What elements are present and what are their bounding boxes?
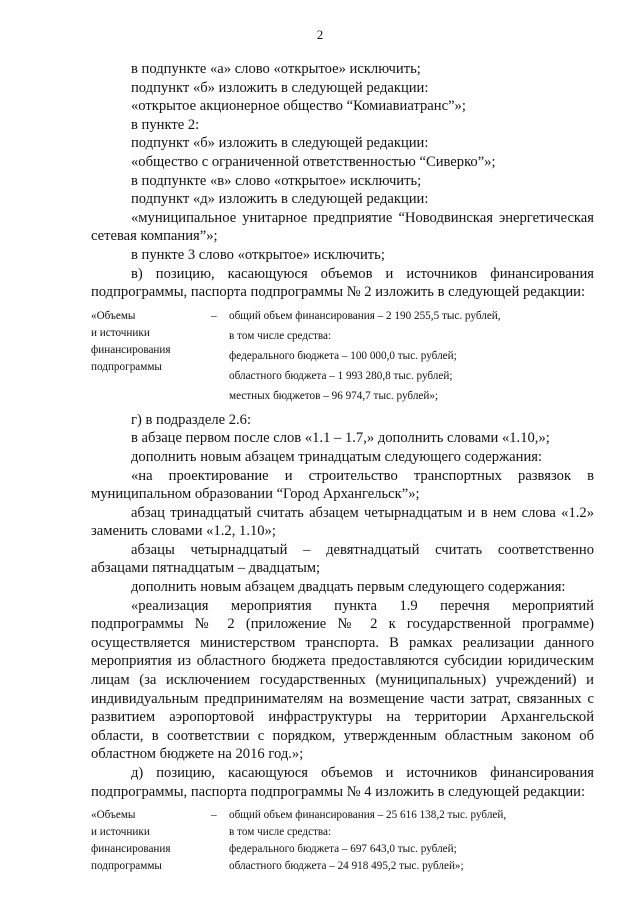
paragraph: подпункт «д» изложить в следующей редакции: — [131, 191, 429, 208]
table-right-line: федерального бюджета – 100 000,0 тыс. рублей; — [229, 349, 457, 362]
paragraph: в подпункте «а» слово «открытое» исключить; — [131, 61, 421, 77]
table-right-line: областного бюджета – 1 993 280,8 тыс. рублей; — [229, 369, 453, 382]
table-right-line: общий объем финансирования – 2 190 255,5 тыс. рублей, — [229, 309, 501, 322]
paragraph: д) позицию, касающуюся объемов и источников финансирования подпрограммы, паспорта подпрограммы № 4 изложить в следующей редакции: — [91, 765, 594, 800]
paragraph: в пункте 2: — [131, 116, 200, 133]
paragraph: дополнить новым абзацем двадцать первым следующего содержания: — [131, 579, 566, 596]
table-left-line: «Объемы — [91, 309, 136, 322]
paragraph: подпункт «б» изложить в следующей редакции: — [131, 79, 429, 96]
paragraph: в) позицию, касающуюся объемов и источников финансирования подпрограммы, паспорта подпрограммы № 2 изложить в следующей редакции: — [91, 265, 594, 301]
table-right-line: общий объем финансирования – 25 616 138,2 тыс. рублей, — [229, 809, 507, 822]
table-right-line: федерального бюджета – 697 643,0 тыс. рублей; — [229, 843, 457, 856]
page-number: 2 — [316, 27, 324, 42]
table-right-line: местных бюджетов – 96 974,7 тыс. рублей»; — [229, 389, 439, 402]
paragraph: «муниципальное унитарное предприятие “Новодвинская энергетическая сетевая компания”»; — [91, 209, 594, 245]
table-left-line: и источники — [91, 326, 150, 339]
table-left-line: подпрограммы — [91, 860, 162, 873]
table-left-line: финансирования — [91, 843, 171, 856]
paragraph: абзацы четырнадцатый – девятнадцатый считать соответственно абзацами пятнадцатым – двадцатым; — [91, 541, 594, 577]
table-left-line: и источники — [91, 826, 150, 839]
table-left-line: подпрограммы — [91, 360, 162, 373]
paragraph: в абзаце первом после слов «1.1 – 1.7,» дополнить словами «1.10,»; — [131, 430, 550, 447]
paragraph: «общество с ограниченной ответственностью “Сиверко”»; — [131, 153, 496, 170]
document-body — [91, 60, 594, 881]
paragraph: подпункт «б» изложить в следующей редакции: — [131, 135, 429, 152]
paragraph: абзац тринадцатый считать абзацем четырнадцатым и в нем слова «1.2» заменить словами «1.2, 1.10»; — [91, 504, 594, 540]
financing-table-subprogram-4 — [91, 807, 594, 875]
table-dash: – — [211, 809, 217, 822]
table-right-line: в том числе средства: — [229, 329, 332, 342]
paragraph: г) в подразделе 2.6: — [131, 411, 252, 428]
paragraph: дополнить новым абзацем тринадцатым следующего содержания: — [131, 448, 543, 465]
financing-table-subprogram-2 — [91, 308, 594, 405]
table-left-column — [91, 308, 201, 376]
table-right-line: в том числе средства: — [229, 826, 332, 839]
table-left-line: финансирования — [91, 343, 171, 356]
paragraph: «открытое акционерное общество “Комиавиатранс”»; — [131, 98, 466, 115]
paragraph: в пункте 3 слово «открытое» исключить; — [131, 246, 385, 263]
table-left-line: «Объемы — [91, 809, 136, 822]
paragraph: «на проектирование и строительство транспортных развязок в муниципальном образовании “Город Архангельск”»; — [91, 467, 594, 503]
paragraph: «реализация мероприятия пункта 1.9 перечня мероприятий подпрограммы № 2 (приложение № 2 к государственной программе) осуществляется министерством транспорта. В рамках реализации данного мероприятия из областного бюджета предоставляются субсидии юридическим лицам (за исключением государственных (муниципальных) учреждений) и индивидуальным предпринимателям на возмещение части затрат, связанных с развитием аэропортовой инфраструктуры на территории Архангельской области, в соответствии с порядком, утвержденным областным законом об областном бюджете на 2016 год.»; — [91, 597, 594, 763]
table-dash: – — [211, 309, 217, 322]
table-left-column — [91, 807, 201, 875]
paragraph: в подпункте «в» слово «открытое» исключить; — [131, 172, 422, 189]
table-right-column — [229, 308, 594, 405]
table-right-line: областного бюджета – 24 918 495,2 тыс. рублей»; — [229, 860, 464, 873]
table-right-column — [229, 807, 594, 875]
